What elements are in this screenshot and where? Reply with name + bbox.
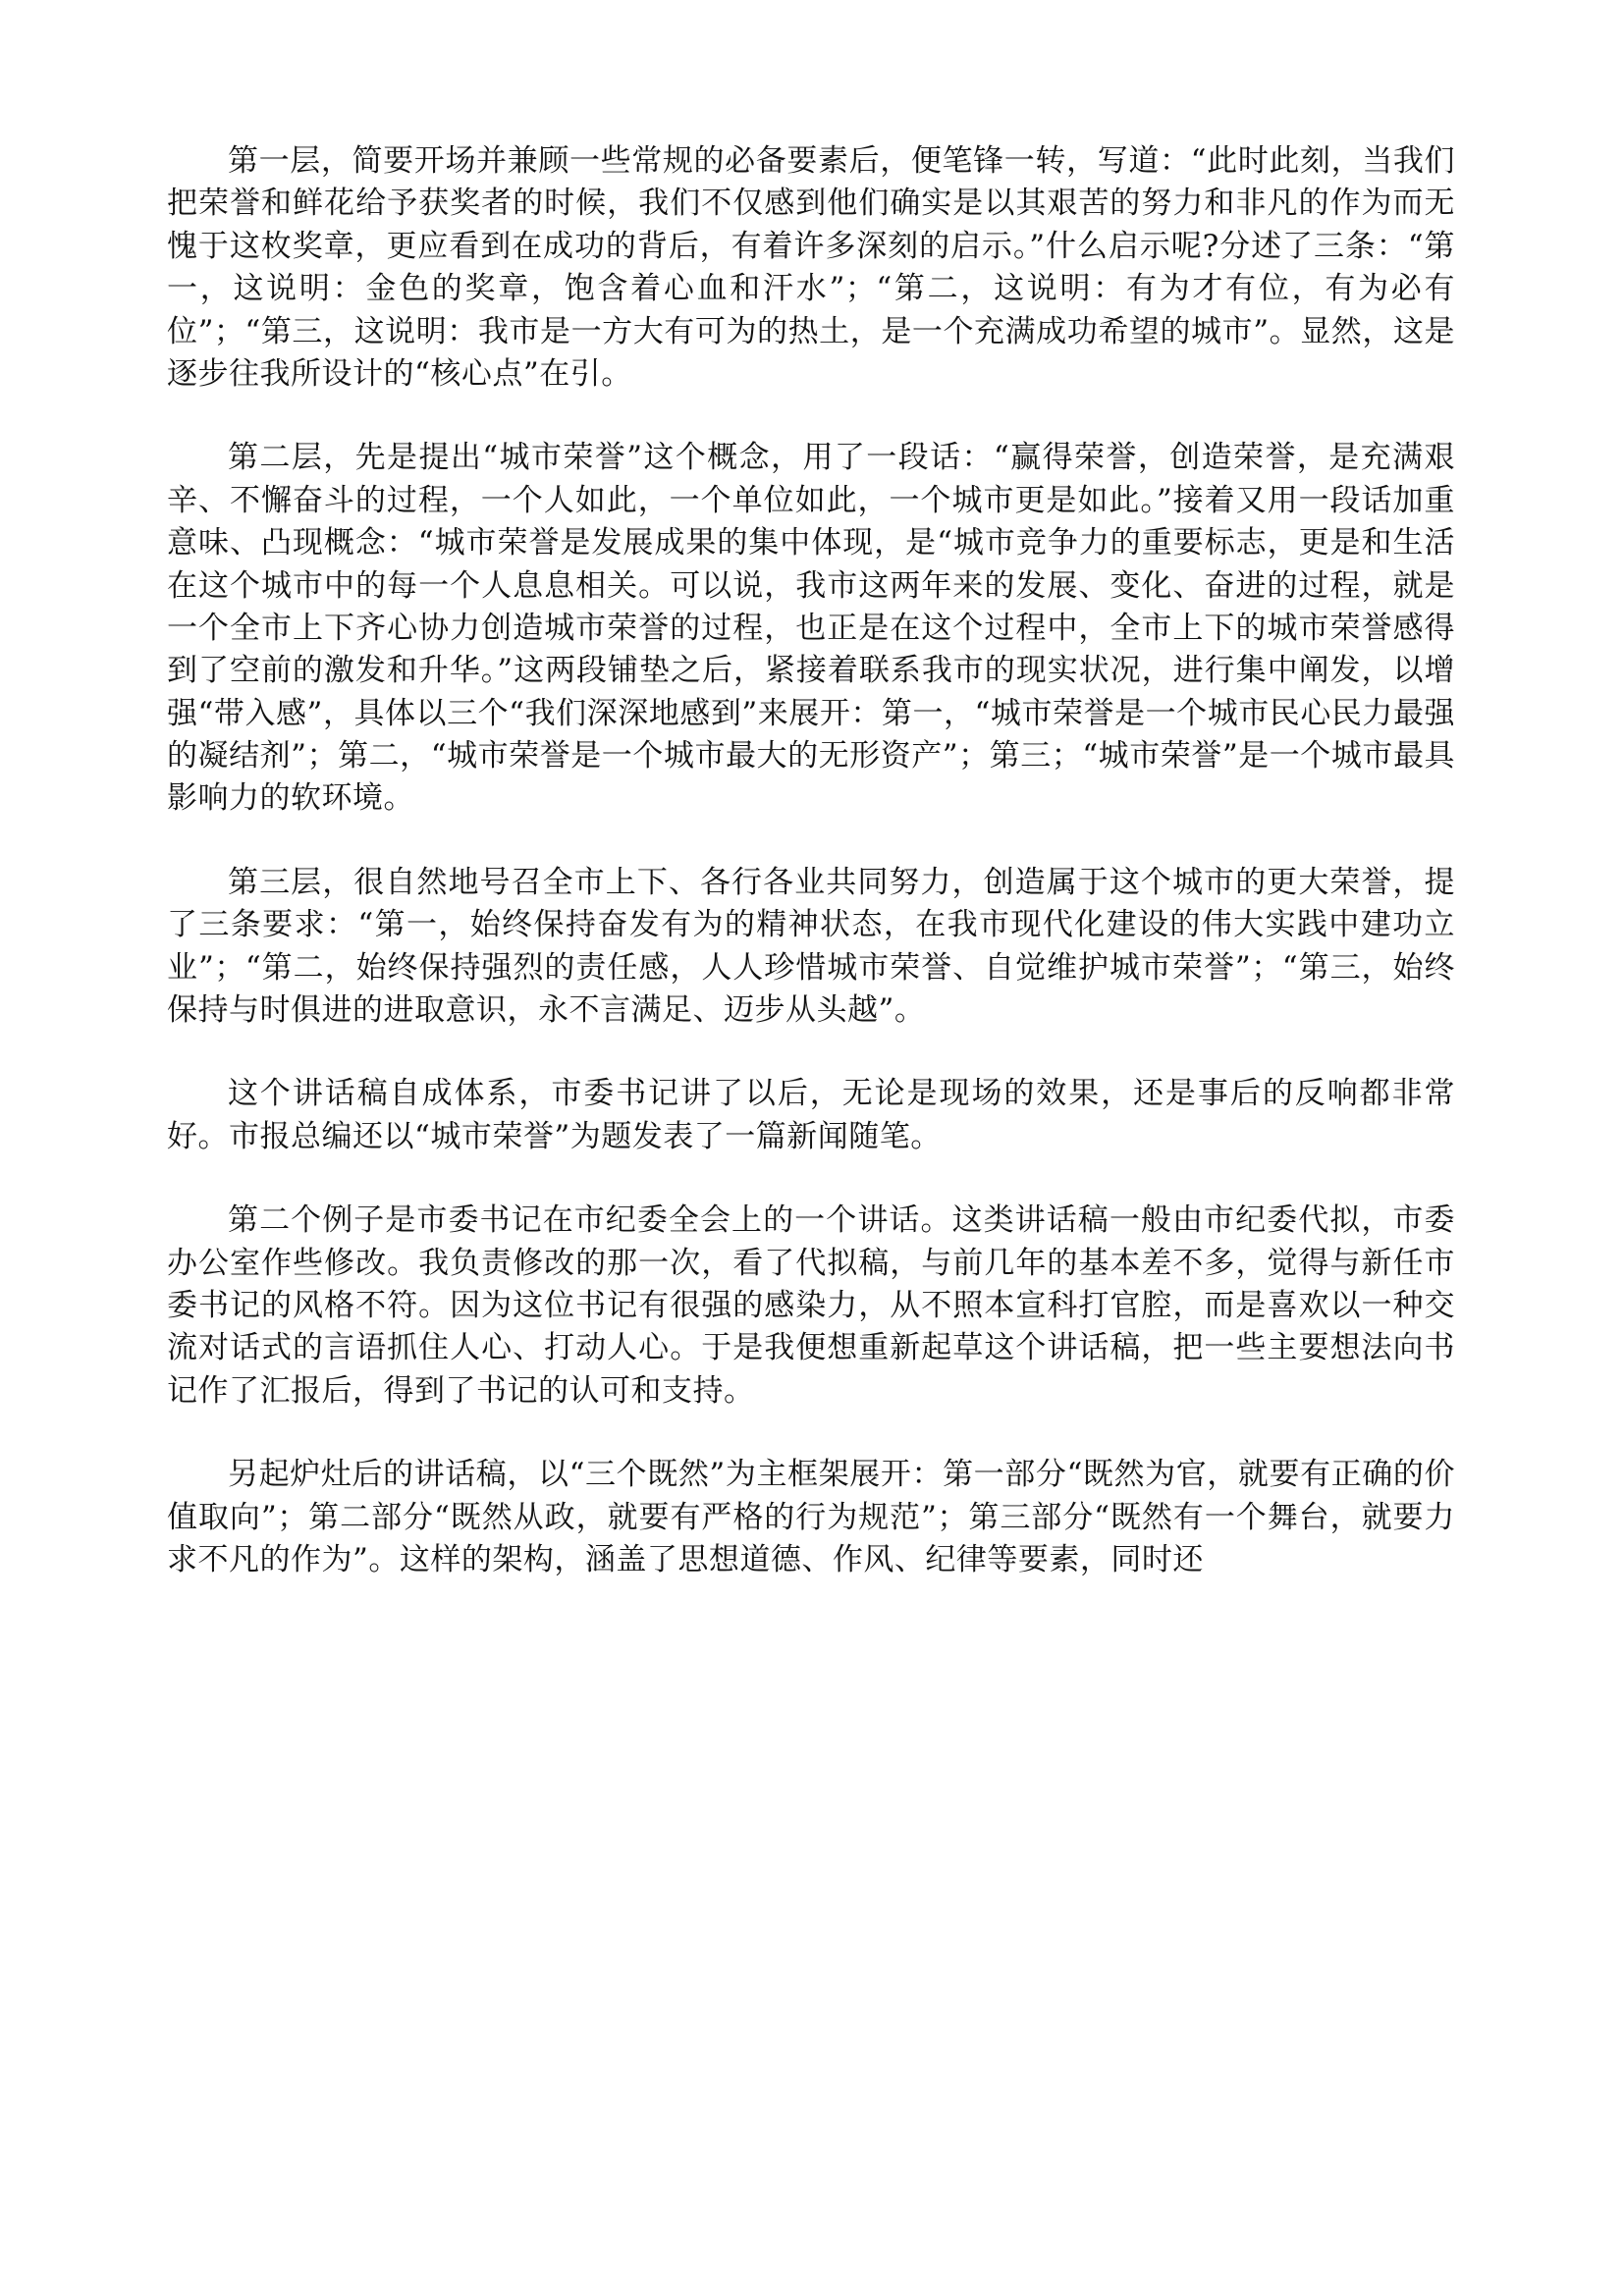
paragraph-6: 另起炉灶后的讲话稿，以“三个既然”为主框架展开：第一部分“既然为官，就要有正确的价值取向”；第二部分“既然从政，就要有严格的行为规范”；第三部分“既然有一个舞台，就要力求不凡的作为”。这样的架构，涵盖了思想道德、作风、纪律等要素，同时还 (167, 1457, 1455, 1577)
paragraph-1: 第一层，简要开场并兼顾一些常规的必备要素后，便笔锋一转，写道：“此时此刻，当我们把荣誉和鲜花给予获奖者的时候，我们不仅感到他们确实是以其艰苦的努力和非凡的作为而无愧于这枚奖章，更应看到在成功的背后，有着许多深刻的启示。”什么启示呢?分述了三条：“第一，这说明：金色的奖章，饱含着心血和汗水”；“第二，这说明：有为才有位，有为必有位”；“第三，这说明：我市是一方大有可为的热土，是一个充满成功希望的城市”。显然，这是逐步往我所设计的“核心点”在引。 (167, 143, 1455, 392)
paragraph-2: 第二层，先是提出“城市荣誉”这个概念，用了一段话：“赢得荣誉，创造荣誉，是充满艰辛、不懈奋斗的过程，一个人如此，一个单位如此，一个城市更是如此。”接着又用一段话加重意味、凸现概念：“城市荣誉是发展成果的集中体现，是“城市竞争力的重要标志，更是和生活在这个城市中的每一个人息息相关。可以说，我市这两年来的发展、变化、奋进的过程，就是一个全市上下齐心协力创造城市荣誉的过程，也正是在这个过程中，全市上下的城市荣誉感得到了空前的激发和升华。”这两段铺垫之后，紧接着联系我市的现实状况，进行集中阐发，以增强“带入感”，具体以三个“我们深深地感到”来展开：第一，“城市荣誉是一个城市民心民力最强的凝结剂”；第二，“城市荣誉是一个城市最大的无形资产”；第三；“城市荣誉”是一个城市最具影响力的软环境。 (167, 440, 1455, 817)
paragraph-3: 第三层，很自然地号召全市上下、各行各业共同努力，创造属于这个城市的更大荣誉，提了三条要求：“第一，始终保持奋发有为的精神状态，在我市现代化建设的伟大实践中建功立业”；“第二，始终保持强烈的责任感，人人珍惜城市荣誉、自觉维护城市荣誉”；“第三，始终保持与时俱进的进取意识，永不言满足、迈步从头越”。 (167, 864, 1455, 1029)
paragraph-5: 第二个例子是市委书记在市纪委全会上的一个讲话。这类讲话稿一般由市纪委代拟，市委办公室作些修改。我负责修改的那一次，看了代拟稿，与前几年的基本差不多，觉得与新任市委书记的风格不符。因为这位书记有很强的感染力，从不照本宣科打官腔，而是喜欢以一种交流对话式的言语抓住人心、打动人心。于是我便想重新起草这个讲话稿，把一些主要想法向书记作了汇报后，得到了书记的认可和支持。 (167, 1202, 1455, 1409)
paragraph-4: 这个讲话稿自成体系，市委书记讲了以后，无论是现场的效果，还是事后的反响都非常好。市报总编还以“城市荣誉”为题发表了一篇新闻随笔。 (167, 1076, 1455, 1154)
document-body (167, 140, 1455, 1581)
